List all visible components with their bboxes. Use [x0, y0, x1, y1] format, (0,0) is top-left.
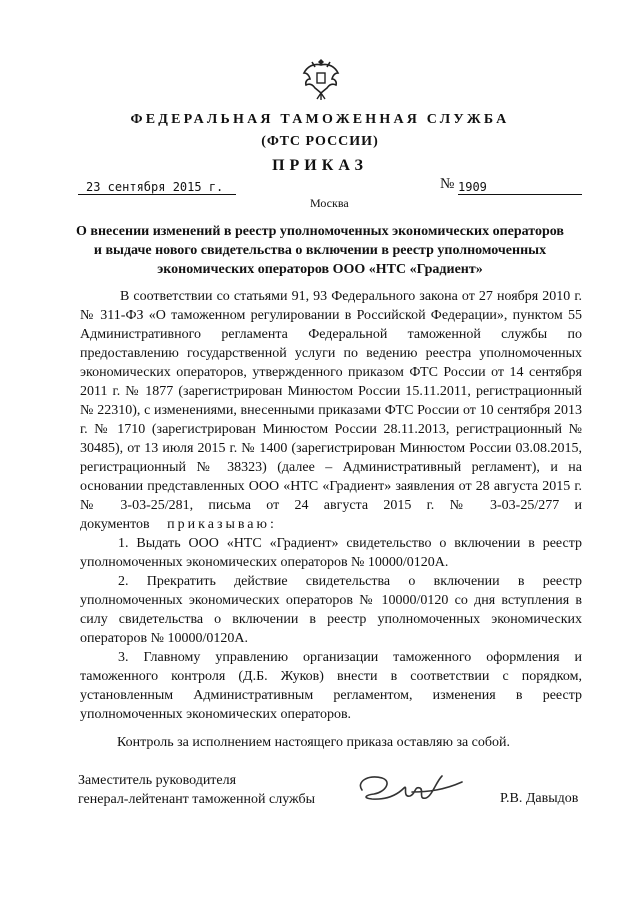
- agency-abbreviation: (ФТС РОССИИ): [261, 134, 379, 149]
- russian-coat-of-arms-icon: [301, 55, 341, 101]
- order-word: приказываю:: [167, 517, 277, 532]
- title-line: экономических операторов ООО «НТС «Градиент»: [157, 262, 483, 277]
- document-type: ПРИКАЗ: [272, 157, 368, 174]
- title-line: и выдаче нового свидетельства о включении в реестр уполномоченных: [93, 243, 547, 258]
- number-sign: №: [440, 176, 455, 192]
- signer-position: Заместитель руководителя: [78, 773, 237, 788]
- agency-name: ФЕДЕРАЛЬНАЯ ТАМОЖЕННАЯ СЛУЖБА: [130, 112, 510, 127]
- signer-rank: генерал-лейтенант таможенной службы: [78, 792, 316, 807]
- order-body: [80, 287, 582, 724]
- order-item-2: 2. Прекратить действие свидетельства о включении в реестр уполномоченных экономических операторов № 10000/0120 со дня вступления в силу свидетельства о включении в реестр уполномоченных экономических операторов № 10000/0120А.: [80, 574, 582, 646]
- signer-name: Р.В. Давыдов: [500, 791, 579, 806]
- title-line: О внесении изменений в реестр уполномоченных экономических операторов: [76, 224, 564, 239]
- preamble-paragraph: [80, 287, 582, 534]
- order-title: [60, 222, 580, 279]
- order-item-3: 3. Главному управлению организации таможенного оформления и таможенного контроля (Д.Б. Жуков) внести в соответствии с порядком, установленным Административным регламентом, изменения в реестр уполномоченных экономических операторов.: [80, 650, 582, 722]
- control-statement: Контроль за исполнением настоящего приказа оставляю за собой.: [117, 735, 511, 750]
- preamble-text: В соответствии со статьями 91, 93 Федерального закона от 27 ноября 2010 г. № 311-ФЗ «О таможенном регулировании в Российской Федерации», пунктом 55 Административного регламента Федеральной таможенной службы по предоставлению государственной услуги по ведению реестра уполномоченных экономических операторов, утвержденного приказом ФТС России от 14 сентября 2011 г. № 1877 (зарегистрирован Минюстом России 15.11.2011, регистрационный № 22310), с изменениями, внесенными приказами ФТС России от 10 сентября 2013 г. № 1710 (зарегистрирован Минюстом России 28.11.2013, регистрационный № 30485), от 13 июля 2015 г. № 1400 (зарегистрирован Минюстом России 03.08.2015, регистрационный № 38323) (далее – Административный регламент), и на основании представленных ООО «НТС «Градиент» заявления от 28 августа 2015 г. № 3-03-25/281, письма от 24 августа 2015 г. № 3-03-25/277 и документов: [80, 289, 582, 532]
- order-item-1: 1. Выдать ООО «НТС «Градиент» свидетельство о включении в реестр уполномоченных экономических операторов № 10000/0120А.: [80, 536, 582, 570]
- handwritten-signature: [352, 768, 477, 810]
- order-date: 23 сентября 2015 г.: [78, 180, 236, 195]
- order-number: 1909: [458, 180, 582, 195]
- city: Москва: [310, 196, 349, 210]
